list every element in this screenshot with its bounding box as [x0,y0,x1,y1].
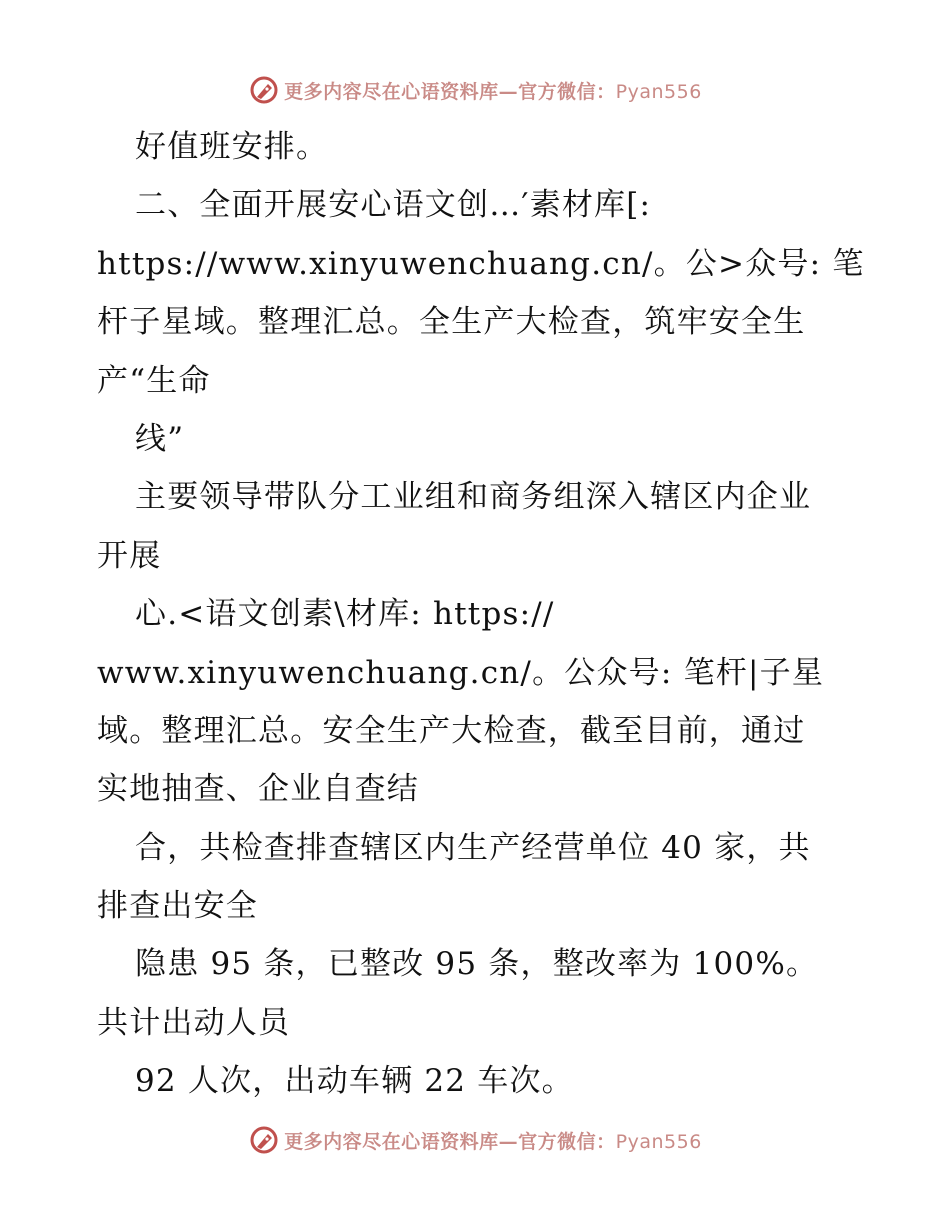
text-line: https://www.xinyuwenchuang.cn/。公>众号: 笔 [97,245,865,282]
text-line: 共计出动人员 [97,1004,291,1041]
footer-watermark [0,1120,950,1160]
text-line: 好值班安排。 [135,129,329,165]
text-line: 开展 [97,537,162,574]
text-line: 线” [135,420,185,457]
watermark-text: 更多内容尽在心语资料库—官方微信：Pyan556 [284,80,702,103]
text-line: 隐患 95 条，已整改 95 条，整改率为 100%。 [135,946,819,983]
pen-nib-icon [248,1124,280,1156]
text-line: 实地抽查、企业自查结 [97,771,419,808]
text-line: 域。整理汇总。安全生产大检查，截至目前，通过 [97,712,806,749]
text-line: 产“生命 [97,362,211,399]
text-line: 排查出安全 [97,888,258,925]
text-line: 92 人次，出动车辆 22 车次。 [135,1063,574,1100]
text-line: 合，共检查排查辖区内生产经营单位 40 家，共 [135,829,811,866]
document-body [97,118,867,1111]
watermark-text: 更多内容尽在心语资料库—官方微信：Pyan556 [284,1130,702,1153]
pen-nib-icon [248,74,280,106]
text-line: 杆子星域。整理汇总。全生产大检查，筑牢安全生 [97,304,806,341]
text-line: 二、全面开展安心语文创…′素材库[: [135,187,652,224]
text-line: www.xinyuwenchuang.cn/。公众号: 笔杆|子星 [97,654,825,691]
header-watermark [0,70,950,110]
text-line: 心.<语文创素\材库: https:// [135,596,555,633]
text-line: 主要领导带队分工业组和商务组深入辖区内企业 [135,479,812,516]
